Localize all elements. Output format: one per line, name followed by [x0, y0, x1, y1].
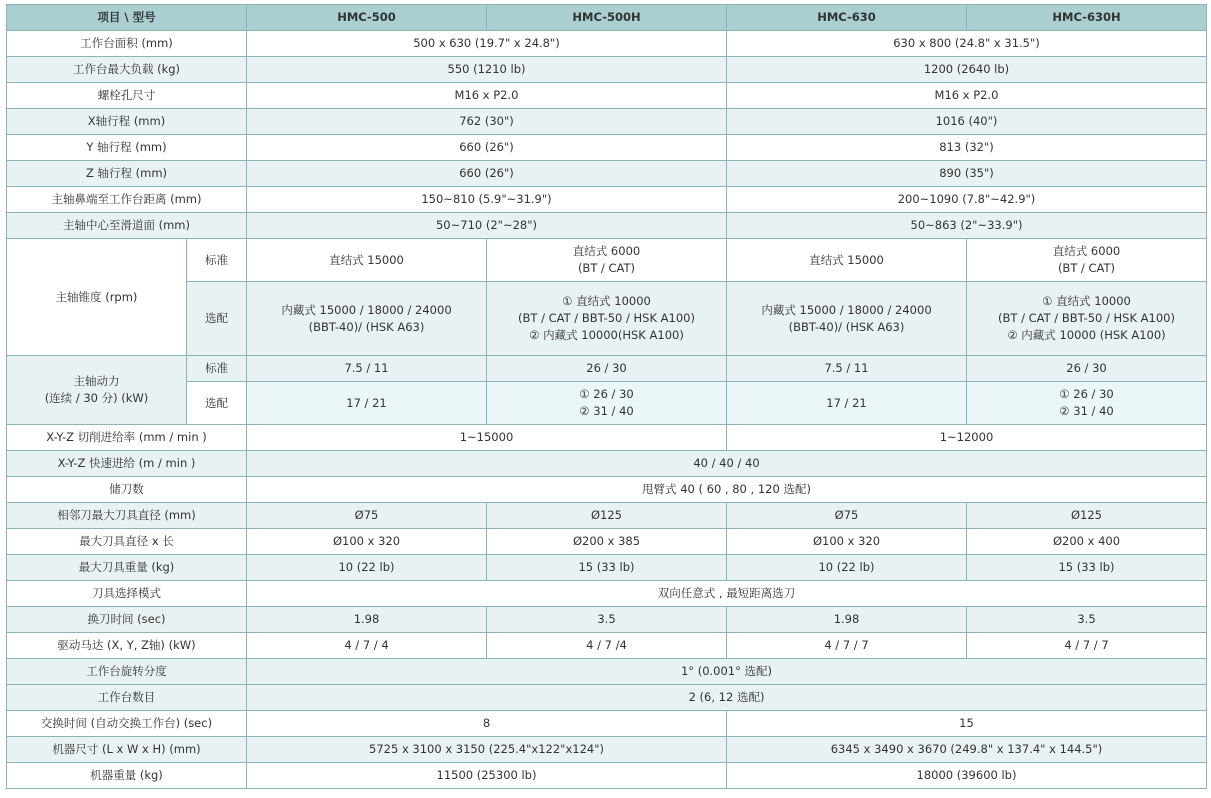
table-row-spindle-option — [7, 282, 1207, 356]
cell-value — [487, 282, 727, 356]
table-row-power-option — [7, 382, 1207, 425]
cell-value: Ø200 x 385 — [487, 529, 727, 555]
cell-value — [727, 382, 967, 425]
cell-line: (BT / CAT / BBT-50 / HSK A100) — [518, 311, 695, 325]
cell-value — [247, 382, 487, 425]
cell-value: 8 — [247, 711, 727, 737]
cell-value: 11500 (25300 lb) — [247, 763, 727, 789]
cell-line: ② 内藏式 10000 (HSK A100) — [1007, 328, 1166, 342]
row-label: 最大刀具重量 (kg) — [7, 555, 247, 581]
cell-value: 10 (22 lb) — [727, 555, 967, 581]
cell-value: 2 (6, 12 选配) — [247, 685, 1207, 711]
cell-line: ② 内藏式 10000(HSK A100) — [529, 328, 684, 342]
header-model-hmc500h: HMC-500H — [487, 5, 727, 31]
cell-value: 500 x 630 (19.7" x 24.8") — [247, 31, 727, 57]
cell-line: (BT / CAT) — [577, 261, 636, 275]
cell-value: 6345 x 3490 x 3670 (249.8" x 137.4" x 144.5") — [727, 737, 1207, 763]
cell-line: (BBT-40)/ (HSK A63) — [308, 319, 425, 334]
sub-label-option: 选配 — [187, 382, 247, 425]
cell-line: 内藏式 15000 / 18000 / 24000 — [281, 302, 452, 317]
row-label: 螺栓孔尺寸 — [7, 83, 247, 109]
row-label: Y 轴行程 (mm) — [7, 135, 247, 161]
table-row — [7, 633, 1207, 659]
cell-value — [487, 239, 727, 282]
table-row — [7, 451, 1207, 477]
cell-value: 7.5 / 11 — [247, 356, 487, 382]
cell-value: 4 / 7 / 7 — [727, 633, 967, 659]
row-label: Z 轴行程 (mm) — [7, 161, 247, 187]
table-row — [7, 711, 1207, 737]
cell-value: 26 / 30 — [487, 356, 727, 382]
cell-line: 17 / 21 — [346, 395, 387, 410]
cell-value: 550 (1210 lb) — [247, 57, 727, 83]
cell-line: 直结式 6000 — [1052, 244, 1121, 258]
row-label: 最大刀具直径 x 长 — [7, 529, 247, 555]
cell-value — [487, 382, 727, 425]
cell-value: 40 / 40 / 40 — [247, 451, 1207, 477]
table-row — [7, 135, 1207, 161]
cell-line: 17 / 21 — [826, 395, 867, 410]
cell-value: 4 / 7 /4 — [487, 633, 727, 659]
cell-value: 200~1090 (7.8"~42.9") — [727, 187, 1207, 213]
cell-value: M16 x P2.0 — [727, 83, 1207, 109]
cell-line: 直结式 15000 — [809, 252, 884, 267]
header-model-hmc630: HMC-630 — [727, 5, 967, 31]
sub-label-standard: 标准 — [187, 356, 247, 382]
table-row — [7, 659, 1207, 685]
table-row — [7, 187, 1207, 213]
table-row-power-standard — [7, 356, 1207, 382]
header-model-hmc500: HMC-500 — [247, 5, 487, 31]
cell-value: 50~710 (2"~28") — [247, 213, 727, 239]
cell-line: ① 26 / 30 — [1059, 387, 1114, 401]
cell-value: 10 (22 lb) — [247, 555, 487, 581]
cell-line: ① 直结式 10000 — [1042, 294, 1131, 308]
cell-value: 813 (32") — [727, 135, 1207, 161]
cell-value — [247, 282, 487, 356]
row-label: 相邻刀最大刀具直径 (mm) — [7, 503, 247, 529]
row-label: X-Y-Z 快速进给 (m / min ) — [7, 451, 247, 477]
cell-value: Ø125 — [967, 503, 1207, 529]
cell-value: 150~810 (5.9"~31.9") — [247, 187, 727, 213]
table-row — [7, 607, 1207, 633]
cell-value: 660 (26") — [247, 161, 727, 187]
cell-line: (BBT-40)/ (HSK A63) — [788, 319, 905, 334]
cell-value — [967, 239, 1207, 282]
row-label: 工作台面积 (mm) — [7, 31, 247, 57]
cell-line: ② 31 / 40 — [579, 404, 634, 418]
row-label: 换刀时间 (sec) — [7, 607, 247, 633]
row-label: 刀具选择模式 — [7, 581, 247, 607]
cell-value: Ø100 x 320 — [247, 529, 487, 555]
sub-label-standard: 标准 — [187, 239, 247, 282]
table-row — [7, 737, 1207, 763]
cell-value: 甩臂式 40 ( 60 , 80 , 120 选配) — [247, 477, 1207, 503]
cell-value: 1016 (40") — [727, 109, 1207, 135]
row-label: 储刀数 — [7, 477, 247, 503]
cell-value — [727, 239, 967, 282]
cell-value: 3.5 — [487, 607, 727, 633]
table-row-spindle-standard — [7, 239, 1207, 282]
cell-value: 4 / 7 / 4 — [247, 633, 487, 659]
cell-value: 5725 x 3100 x 3150 (225.4"x122"x124") — [247, 737, 727, 763]
cell-value: 1° (0.001° 选配) — [247, 659, 1207, 685]
table-row — [7, 555, 1207, 581]
cell-value: 3.5 — [967, 607, 1207, 633]
table-row — [7, 57, 1207, 83]
cell-value: 1~15000 — [247, 425, 727, 451]
cell-value: 660 (26") — [247, 135, 727, 161]
table-row — [7, 161, 1207, 187]
cell-value: 1.98 — [247, 607, 487, 633]
table-row — [7, 213, 1207, 239]
cell-value: 762 (30") — [247, 109, 727, 135]
cell-value: 50~863 (2"~33.9") — [727, 213, 1207, 239]
cell-value: 15 (33 lb) — [487, 555, 727, 581]
cell-value: 26 / 30 — [967, 356, 1207, 382]
table-row — [7, 503, 1207, 529]
table-row — [7, 763, 1207, 789]
cell-value: 630 x 800 (24.8" x 31.5") — [727, 31, 1207, 57]
row-label: 交换时间 (自动交换工作台) (sec) — [7, 711, 247, 737]
row-label: 主轴鼻端至工作台距离 (mm) — [7, 187, 247, 213]
cell-value: 双向任意式 , 最短距离选刀 — [247, 581, 1207, 607]
row-label — [7, 356, 187, 425]
cell-line: ② 31 / 40 — [1059, 404, 1114, 418]
cell-value: 15 (33 lb) — [967, 555, 1207, 581]
cell-value: Ø125 — [487, 503, 727, 529]
row-label: 工作台最大负载 (kg) — [7, 57, 247, 83]
cell-value — [247, 239, 487, 282]
cell-value — [967, 382, 1207, 425]
row-label-line: (连续 / 30 分) (kW) — [44, 391, 149, 405]
row-label: 机器重量 (kg) — [7, 763, 247, 789]
spec-table — [6, 4, 1207, 789]
cell-line: (BT / CAT) — [1057, 261, 1116, 275]
header-item-model: 项目 \ 型号 — [7, 5, 247, 31]
table-row — [7, 581, 1207, 607]
cell-value: 1.98 — [727, 607, 967, 633]
row-label: 主轴锥度 (rpm) — [7, 239, 187, 356]
cell-value: 15 — [727, 711, 1207, 737]
cell-value: 890 (35") — [727, 161, 1207, 187]
cell-line: 内藏式 15000 / 18000 / 24000 — [761, 302, 932, 317]
cell-line: (BT / CAT / BBT-50 / HSK A100) — [998, 311, 1175, 325]
table-row — [7, 425, 1207, 451]
cell-value: Ø100 x 320 — [727, 529, 967, 555]
cell-line: 直结式 15000 — [329, 252, 404, 267]
cell-value: 7.5 / 11 — [727, 356, 967, 382]
header-model-hmc630h: HMC-630H — [967, 5, 1207, 31]
cell-value: Ø200 x 400 — [967, 529, 1207, 555]
cell-value — [967, 282, 1207, 356]
cell-value: 1200 (2640 lb) — [727, 57, 1207, 83]
table-row — [7, 31, 1207, 57]
cell-value: 4 / 7 / 7 — [967, 633, 1207, 659]
cell-value: Ø75 — [727, 503, 967, 529]
row-label: 驱动马达 (X, Y, Z轴) (kW) — [7, 633, 247, 659]
row-label: 工作台数目 — [7, 685, 247, 711]
table-row — [7, 83, 1207, 109]
row-label: X轴行程 (mm) — [7, 109, 247, 135]
row-label: 机器尺寸 (L x W x H) (mm) — [7, 737, 247, 763]
row-label: 工作台旋转分度 — [7, 659, 247, 685]
table-row — [7, 109, 1207, 135]
table-row — [7, 685, 1207, 711]
cell-line: ① 直结式 10000 — [562, 294, 651, 308]
cell-line: ① 26 / 30 — [579, 387, 634, 401]
row-label: 主轴中心至滑道面 (mm) — [7, 213, 247, 239]
cell-value: 18000 (39600 lb) — [727, 763, 1207, 789]
cell-value: 1~12000 — [727, 425, 1207, 451]
cell-line: 直结式 6000 — [572, 244, 641, 258]
header-row — [7, 5, 1207, 31]
cell-value: M16 x P2.0 — [247, 83, 727, 109]
sub-label-option: 选配 — [187, 282, 247, 356]
cell-value: Ø75 — [247, 503, 487, 529]
row-label-line: 主轴动力 — [73, 374, 120, 388]
table-row — [7, 477, 1207, 503]
row-label: X-Y-Z 切削进给率 (mm / min ) — [7, 425, 247, 451]
table-row — [7, 529, 1207, 555]
cell-value — [727, 282, 967, 356]
